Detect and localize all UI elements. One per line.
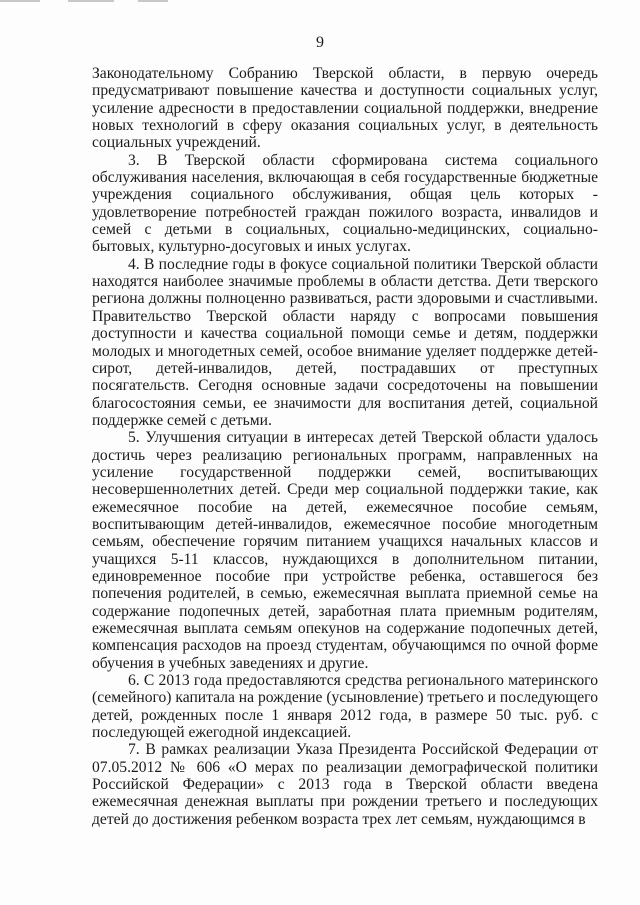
scan-mark: [68, 0, 114, 2]
paragraph-item-4: 4. В последние годы в фокусе социальной политики Тверской области находятся наиболее значимые проблемы в области детства. Дети тверского региона должны полноценно развиваться, расти здоровыми и счастливыми. Правительство Тверской области наряду с вопросами повышения доступности и качества социальной помощи семье и детям, поддержки молодых и многодетных семей, особое внимание уделяет поддержке детей-сирот, детей-инвалидов, детей, пострадавших от преступных посягательств. Сегодня основные задачи сосредоточены на повышении благосостояния семьи, ее значимости для воспитания детей, социальной поддержке семей с детьми.: [92, 255, 598, 429]
paragraph-item-3: 3. В Тверской области сформирована система социального обслуживания населения, включающая в себя государственные бюджетные учреждения социального обслуживания, общая цель которых - удовлетворение потребностей граждан пожилого возраста, инвалидов и семей с детьми в социальных, социально-медицинских, социально-бытовых, культурно-досуговых и иных услугах.: [92, 151, 598, 256]
paragraph-continuation: Законодательному Собранию Тверской области, в первую очередь предусматривают повышение качества и доступности социальных услуг, усиление адресности в предоставлении социальной поддержки, внедрение новых технологий в сферу оказания социальных услуг, в деятельность социальных учреждений.: [92, 65, 598, 152]
scan-mark: [0, 0, 40, 2]
scan-mark: [138, 0, 168, 2]
document-body: [92, 65, 598, 828]
paragraph-item-6: 6. С 2013 года предоставляются средства регионального материнского (семейного) капитала на рождение (усыновление) третьего и последующего детей, рожденных после 1 января 2012 года, в размере 50 тыс. руб. с последующей ежегодной индексацией.: [92, 672, 598, 742]
page-number: 9: [316, 34, 324, 51]
paragraph-item-7: 7. В рамках реализации Указа Президента Российской Федерации от 07.05.2012 № 606 «О мерах по реализации демографической политики Российской Федерации» с 2013 года в Тверской области введена ежемесячная денежная выплаты при рождении третьего и последующих детей до достижения ребенком возраста трех лет семьям, нуждающимся в: [92, 741, 598, 828]
paragraph-item-5: 5. Улучшения ситуации в интересах детей Тверской области удалось достичь через реализацию региональных программ, направленных на усиление государственной поддержки семей, воспитывающих несовершеннолетних детей. Среди мер социальной поддержки такие, как ежемесячное пособие на детей, ежемесячное пособие семьям, воспитывающим детей-инвалидов, ежемесячное пособие многодетным семьям, обеспечение горячим питанием учащихся начальных классов и учащихся 5-11 классов, нуждающихся в дополнительном питании, единовременное пособие при устройстве ребенка, оставшегося без попечения родителей, в семью, ежемесячная выплата приемной семье на содержание подопечных детей, заработная плата приемным родителям, ежемесячная выплата семьям опекунов на содержание подопечных детей, компенсация расходов на проезд студентам, обучающимся по очной форме обучения в учебных заведениях и другие.: [92, 429, 598, 672]
